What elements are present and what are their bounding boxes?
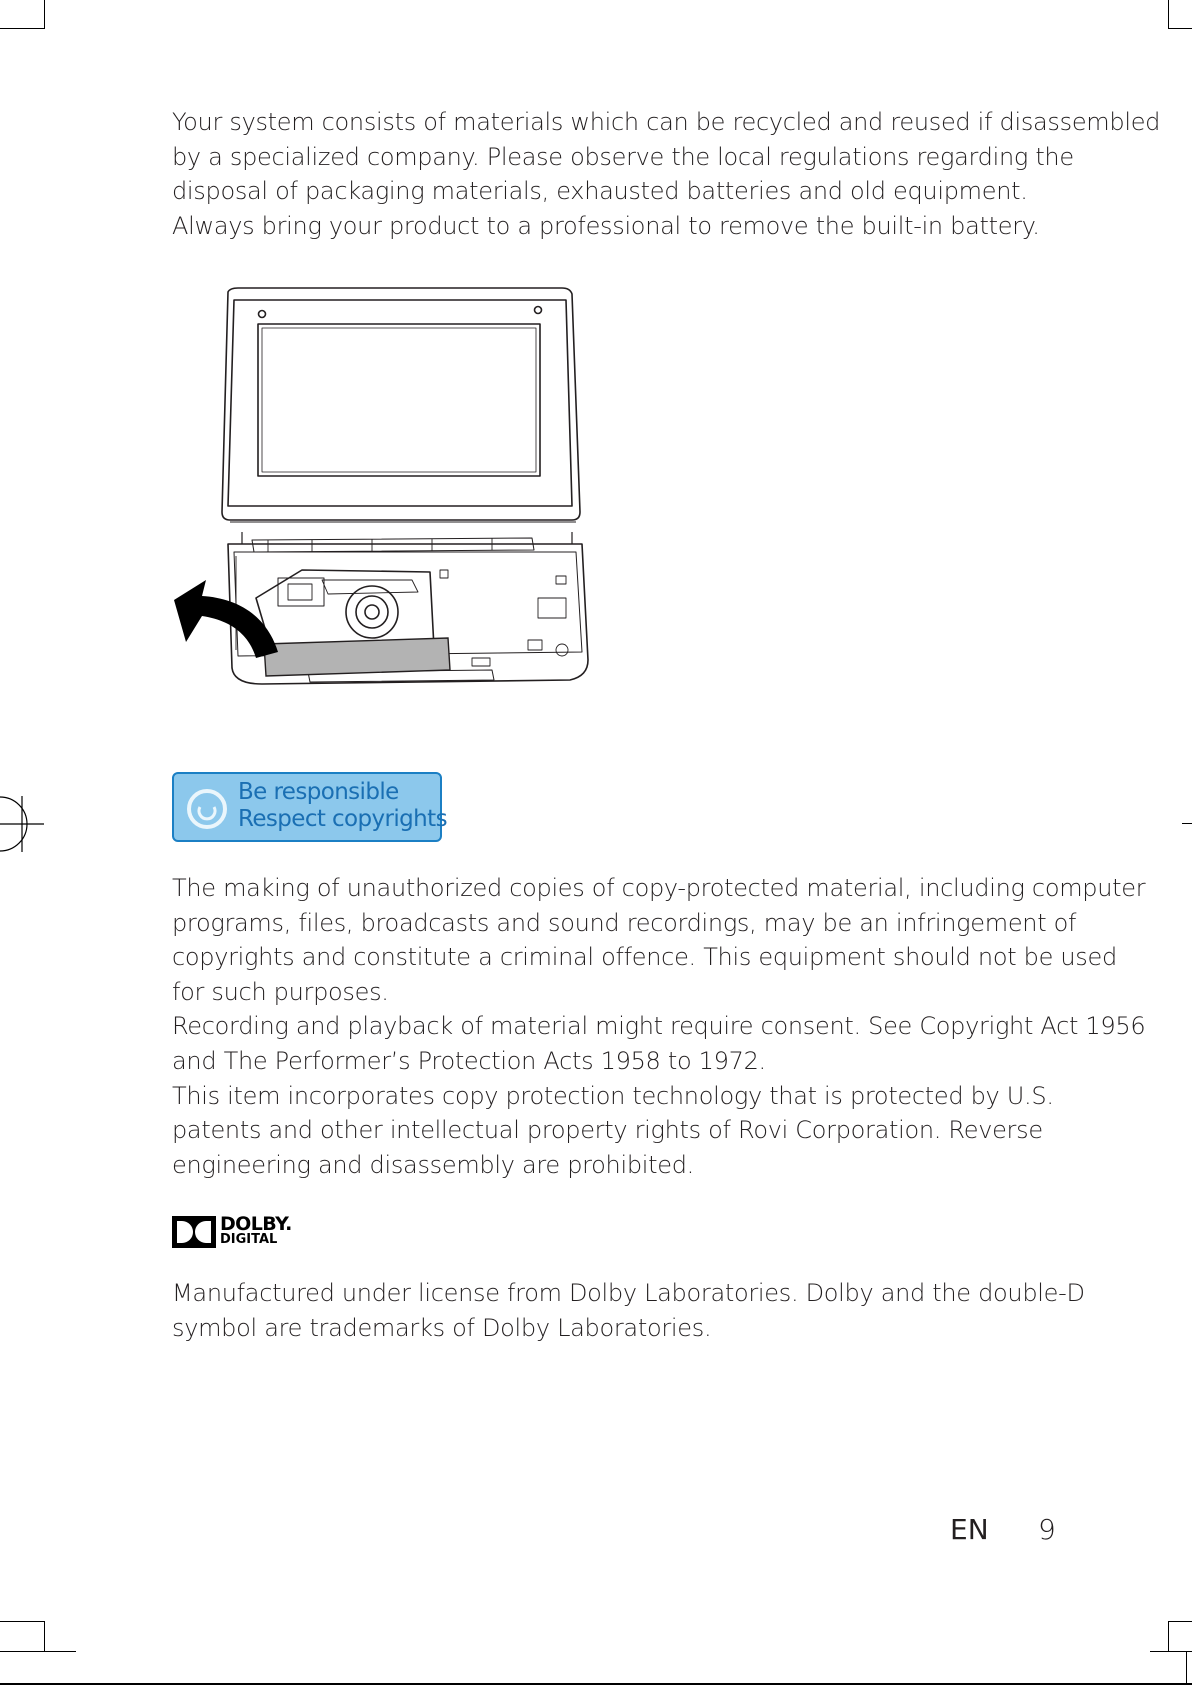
screw-icon [535,307,542,314]
text-line: programs, files, broadcasts and sound recordings, may be an infringement of [172,908,1077,937]
text-line: Your system consists of materials which can be recycled and reused if disassembled [172,108,1161,136]
crop-mark [1186,1651,1187,1685]
battery [264,638,450,676]
crop-mark [1168,28,1192,29]
text-line: symbol are trademarks of Dolby Laboratories. [172,1313,712,1342]
disposal-paragraph [172,105,1161,243]
screw-icon [259,311,266,318]
badge-line: Be responsible [238,779,399,805]
text-line: by a specialized company. Please observe the local regulations regarding the [172,142,1074,171]
text-line: The making of unauthorized copies of copy-protected material, including computer [172,874,1146,902]
text-line: Manufactured under license from Dolby Laboratories. Dolby and the double-D [172,1279,1085,1307]
crop-mark [0,1651,76,1652]
text-line: engineering and disassembly are prohibited. [172,1150,694,1179]
copyright-paragraph [172,871,1146,1182]
text-line: and The Performer’s Protection Acts 1958 to 1972. [172,1046,766,1075]
text-line: Always bring your product to a professional to remove the built-in battery. [172,211,1040,240]
crop-mark [0,1621,44,1622]
dolby-paragraph [172,1276,1085,1345]
badge-line: Respect copyrights [238,806,447,832]
text-line: disposal of packaging materials, exhausted batteries and old equipment. [172,177,1028,206]
power-icon [186,788,228,830]
dolby-subtitle: DIGITAL [220,1232,278,1247]
battery-removal-illustration [172,280,592,706]
text-line: Recording and playback of material might require consent. See Copyright Act 1956 [172,1012,1146,1041]
language-label: EN [950,1513,989,1546]
dolby-wordmark: DOLBY. [220,1213,292,1235]
crop-mark [0,28,44,29]
badge-text [238,779,447,833]
crop-mark [1182,823,1192,824]
registration-mark [0,796,46,852]
page-number: 9 [1038,1513,1056,1546]
crop-mark [44,0,45,29]
text-line: This item incorporates copy protection technology that is protected by U.S. [172,1081,1054,1110]
double-d-icon [172,1214,216,1250]
crop-mark [1168,1621,1192,1622]
lid-inner-outline [228,300,572,506]
crop-mark [1168,0,1169,29]
crop-mark [44,1621,45,1651]
text-line: patents and other intellectual property rights of Rovi Corporation. Reverse [172,1116,1043,1145]
lid-outline [222,288,580,520]
crop-mark [1168,1621,1169,1651]
copyright-badge [172,772,447,842]
text-line: copyrights and constitute a criminal offence. This equipment should not be used [172,943,1117,972]
screen [258,324,540,476]
text-line: for such purposes. [172,977,389,1006]
